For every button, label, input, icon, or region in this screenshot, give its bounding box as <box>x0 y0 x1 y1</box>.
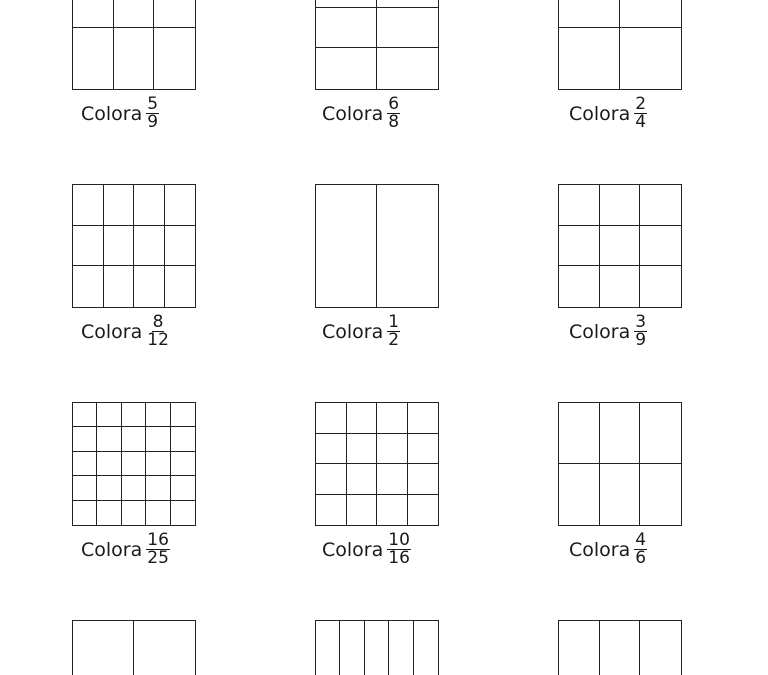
fraction-grid-r3c3 <box>558 402 682 526</box>
fraction-grid-r2c3 <box>558 184 682 308</box>
grid-cell <box>640 403 681 464</box>
grid-cell <box>559 403 600 464</box>
grid-cell <box>104 226 135 267</box>
grid-cell <box>316 185 377 307</box>
grid-cell <box>73 266 104 307</box>
grid-cell <box>146 476 170 500</box>
grid-cell <box>559 266 600 307</box>
grid-cell <box>377 48 438 89</box>
grid-cell <box>73 452 97 476</box>
grid-cell <box>347 403 378 434</box>
grid-cell <box>97 403 121 427</box>
grid-cell <box>104 266 135 307</box>
fraction-label-r3c2 <box>322 532 411 567</box>
numerator: 5 <box>147 94 159 114</box>
numerator: 2 <box>635 94 647 114</box>
numerator: 16 <box>147 530 169 550</box>
grid-cell <box>316 48 377 89</box>
label-word: Colora <box>81 102 143 125</box>
grid-cell <box>154 0 195 28</box>
grid-cell <box>377 403 408 434</box>
grid-cell <box>408 495 439 526</box>
fraction-grid-r3c1 <box>72 402 196 526</box>
fraction-label-r2c1 <box>81 314 170 349</box>
fraction <box>634 96 647 131</box>
grid-cell <box>73 226 104 267</box>
grid-cell <box>104 185 135 226</box>
denominator: 8 <box>388 112 400 132</box>
fraction-grid-r2c2 <box>315 184 439 308</box>
grid-cell <box>122 403 146 427</box>
fraction-grid-r3c2 <box>315 402 439 526</box>
grid-cell <box>122 427 146 451</box>
grid-cell <box>73 476 97 500</box>
label-word: Colora <box>81 320 143 343</box>
grid-cell <box>620 0 681 28</box>
label-word: Colora <box>569 538 631 561</box>
grid-cell <box>73 621 134 675</box>
grid-cell <box>134 226 165 267</box>
fraction-label-r1c3 <box>569 96 647 131</box>
grid-cell <box>316 434 347 465</box>
grid-cell <box>559 185 600 226</box>
denominator: 12 <box>147 330 169 350</box>
fraction <box>146 96 159 131</box>
grid-cell <box>73 0 114 28</box>
fraction-grid-r4c2 <box>315 620 439 675</box>
fraction-label-r3c3 <box>569 532 647 567</box>
grid-cell <box>97 452 121 476</box>
grid-cell <box>171 476 195 500</box>
grid-cell <box>97 427 121 451</box>
grid-cell <box>146 427 170 451</box>
grid-cell <box>389 621 413 675</box>
grid-cell <box>408 464 439 495</box>
grid-cell <box>114 0 155 28</box>
fraction-grid-r1c3 <box>558 0 682 90</box>
label-word: Colora <box>322 538 384 561</box>
label-word: Colora <box>322 102 384 125</box>
grid-cell <box>134 621 195 675</box>
fraction-label-r1c2 <box>322 96 400 131</box>
grid-cell <box>365 621 389 675</box>
grid-cell <box>316 621 340 675</box>
fraction <box>634 314 647 349</box>
grid-cell <box>316 0 377 8</box>
fraction-grid-r4c1 <box>72 620 196 675</box>
grid-cell <box>347 434 378 465</box>
grid-cell <box>640 185 681 226</box>
grid-cell <box>559 464 600 525</box>
grid-cell <box>154 28 195 89</box>
fraction-label-r2c2 <box>322 314 400 349</box>
grid-cell <box>165 226 196 267</box>
grid-cell <box>408 403 439 434</box>
grid-cell <box>122 501 146 525</box>
numerator: 1 <box>388 312 400 332</box>
grid-cell <box>559 28 620 89</box>
numerator: 10 <box>388 530 410 550</box>
grid-cell <box>377 434 408 465</box>
label-word: Colora <box>569 320 631 343</box>
grid-cell <box>316 8 377 49</box>
denominator: 9 <box>147 112 159 132</box>
fraction-grid-r4c3 <box>558 620 682 675</box>
grid-cell <box>73 403 97 427</box>
grid-cell <box>620 28 681 89</box>
grid-cell <box>134 185 165 226</box>
grid-cell <box>171 403 195 427</box>
fraction <box>387 314 400 349</box>
grid-cell <box>73 185 104 226</box>
grid-cell <box>73 28 114 89</box>
fraction-label-r1c1 <box>81 96 159 131</box>
grid-cell <box>640 621 681 675</box>
grid-cell <box>171 501 195 525</box>
grid-cell <box>347 464 378 495</box>
grid-cell <box>600 621 641 675</box>
denominator: 16 <box>388 548 410 568</box>
numerator: 6 <box>388 94 400 114</box>
denominator: 4 <box>635 112 647 132</box>
grid-cell <box>146 452 170 476</box>
grid-cell <box>600 185 641 226</box>
fraction <box>146 532 170 567</box>
denominator: 9 <box>635 330 647 350</box>
grid-cell <box>600 403 641 464</box>
grid-cell <box>122 452 146 476</box>
grid-cell <box>347 495 378 526</box>
fraction-label-r2c3 <box>569 314 647 349</box>
fraction-grid-r1c2 <box>315 0 439 90</box>
fraction-grid-r1c1 <box>72 0 196 90</box>
grid-cell <box>559 621 600 675</box>
grid-cell <box>600 266 641 307</box>
grid-cell <box>114 28 155 89</box>
grid-cell <box>600 226 641 267</box>
grid-cell <box>377 8 438 49</box>
fraction-grid-r2c1 <box>72 184 196 308</box>
grid-cell <box>377 0 438 8</box>
grid-cell <box>414 621 438 675</box>
grid-cell <box>640 226 681 267</box>
grid-cell <box>165 185 196 226</box>
fraction <box>387 96 400 131</box>
grid-cell <box>73 427 97 451</box>
fraction <box>146 314 170 349</box>
fraction <box>634 532 647 567</box>
grid-cell <box>73 501 97 525</box>
numerator: 8 <box>152 312 164 332</box>
grid-cell <box>640 266 681 307</box>
grid-cell <box>340 621 364 675</box>
grid-cell <box>316 495 347 526</box>
grid-cell <box>377 464 408 495</box>
grid-cell <box>146 403 170 427</box>
grid-cell <box>559 0 620 28</box>
grid-cell <box>171 427 195 451</box>
fraction <box>387 532 411 567</box>
grid-cell <box>640 464 681 525</box>
numerator: 4 <box>635 530 647 550</box>
grid-cell <box>171 452 195 476</box>
grid-cell <box>559 226 600 267</box>
denominator: 25 <box>147 548 169 568</box>
label-word: Colora <box>569 102 631 125</box>
grid-cell <box>165 266 196 307</box>
denominator: 6 <box>635 548 647 568</box>
label-word: Colora <box>322 320 384 343</box>
grid-cell <box>408 434 439 465</box>
label-word: Colora <box>81 538 143 561</box>
grid-cell <box>134 266 165 307</box>
grid-cell <box>377 185 438 307</box>
grid-cell <box>146 501 170 525</box>
grid-cell <box>97 476 121 500</box>
grid-cell <box>122 476 146 500</box>
grid-cell <box>316 464 347 495</box>
grid-cell <box>316 403 347 434</box>
grid-cell <box>600 464 641 525</box>
grid-cell <box>377 495 408 526</box>
fraction-label-r3c1 <box>81 532 170 567</box>
numerator: 3 <box>635 312 647 332</box>
grid-cell <box>97 501 121 525</box>
denominator: 2 <box>388 330 400 350</box>
